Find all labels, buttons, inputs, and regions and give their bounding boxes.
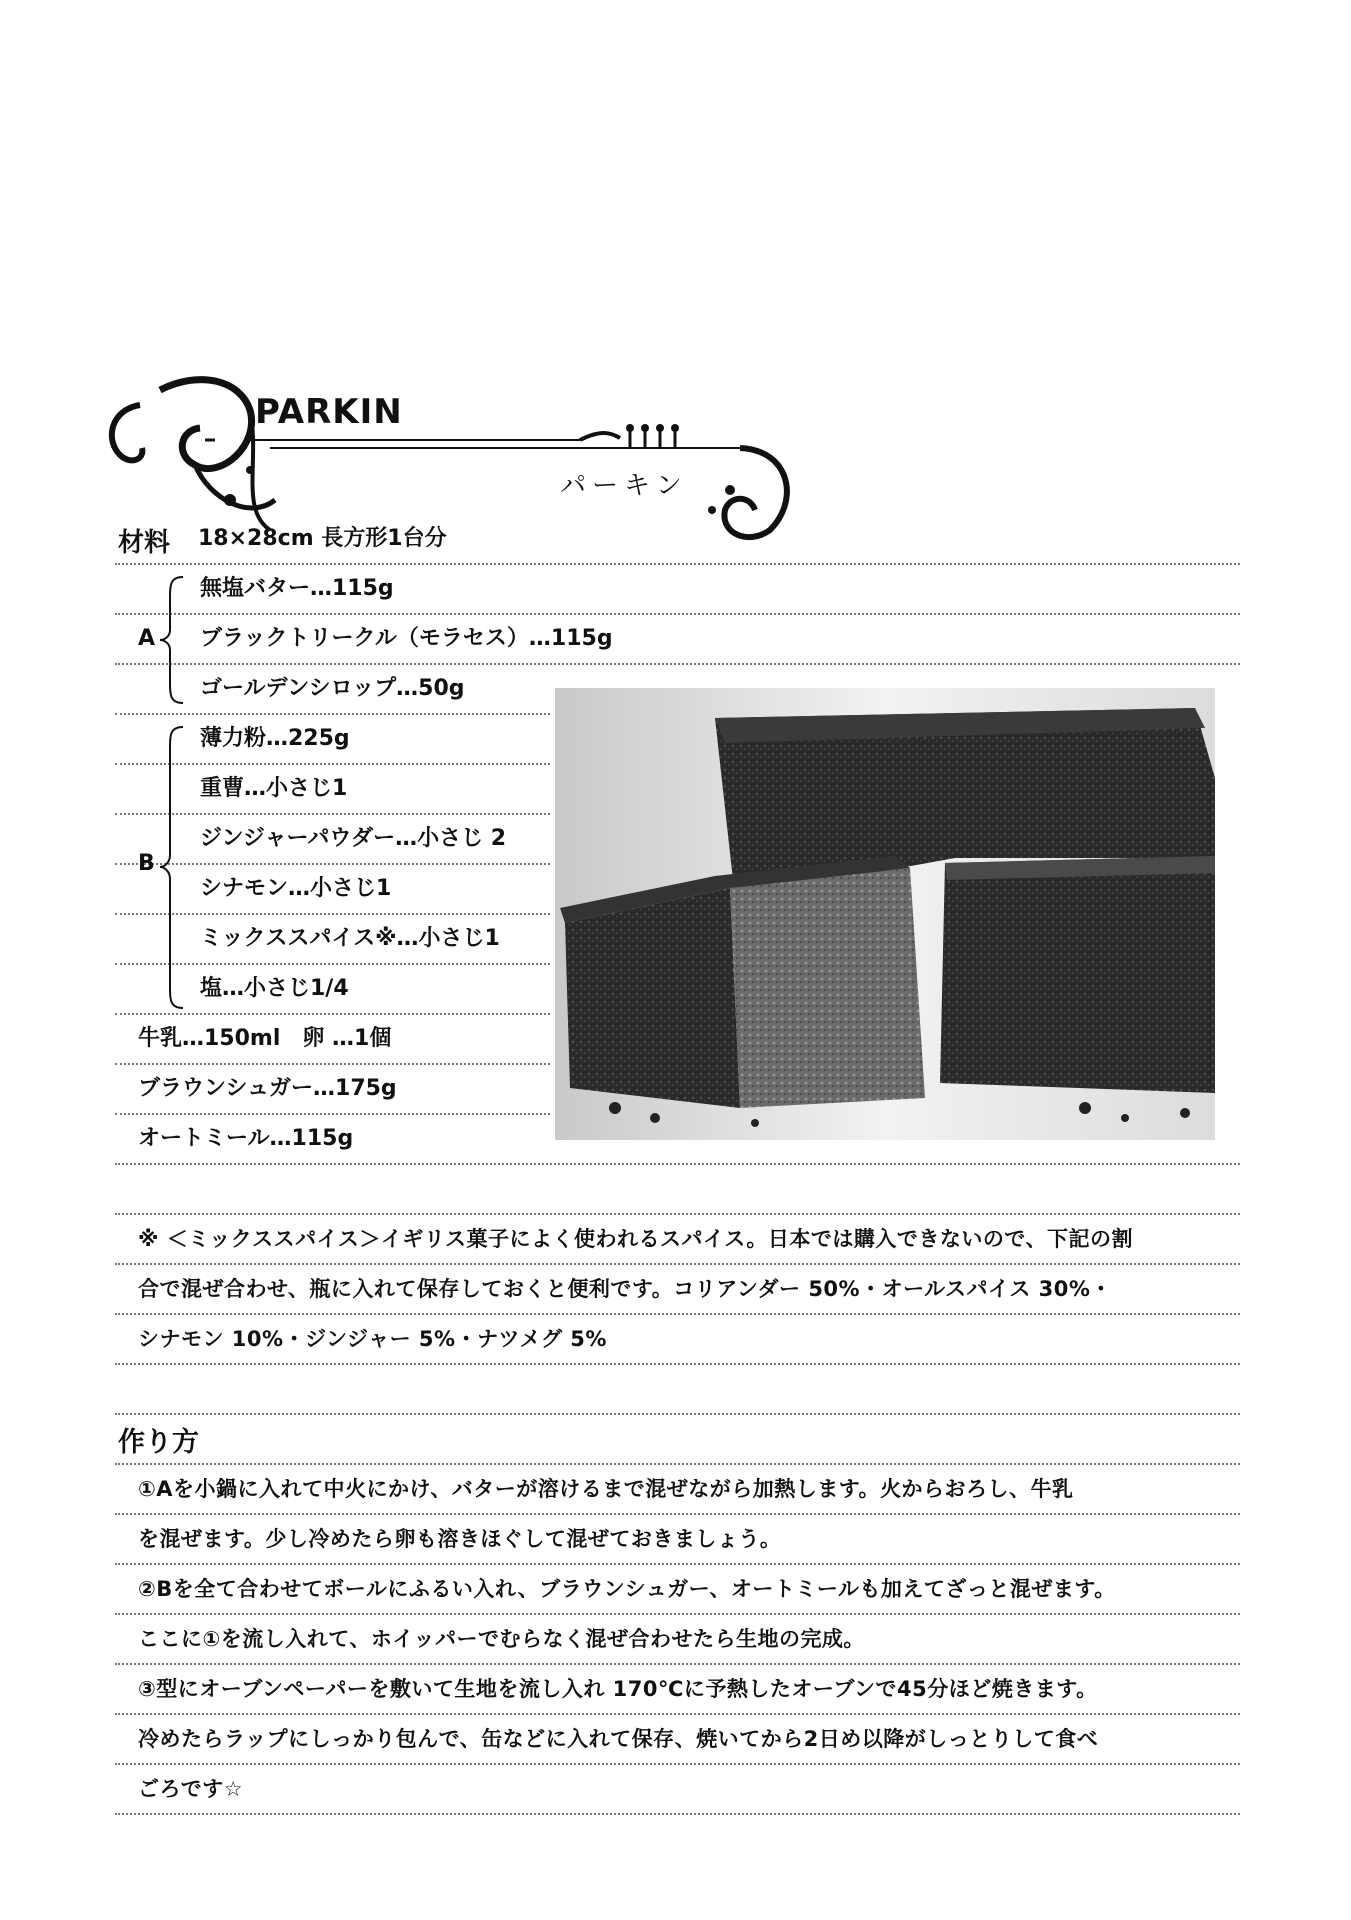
rule	[115, 1363, 1240, 1365]
ingredient-b-4: シナモン…小さじ1	[200, 876, 392, 901]
ingredient-b-6: 塩…小さじ1/4	[200, 976, 349, 1001]
note-line-1: ※ ＜ミックススパイス＞イギリス菓子によく使われるスパイス。日本では購入できないので、下記の割	[138, 1227, 1133, 1251]
method-heading: 作り方	[118, 1427, 199, 1458]
method-line-5: ③型にオーブンペーパーを敷いて生地を流し入れ 170℃に予熱したオーブンで45分ほど焼きます。	[138, 1677, 1098, 1701]
rule	[115, 1713, 1240, 1715]
method-line-4: ここに①を流し入れて、ホイッパーでむらなく混ぜ合わせたら生地の完成。	[138, 1627, 865, 1651]
rule	[115, 1013, 550, 1015]
rule	[115, 1213, 1240, 1215]
rule	[115, 1663, 1240, 1665]
rule	[115, 1563, 1240, 1565]
ingredients-heading: 材料	[118, 528, 171, 558]
ingredient-b-2: 重曹…小さじ1	[200, 776, 348, 801]
method-line-2: を混ぜます。少し冷めたら卵も溶きほぐして混ぜておきましょう。	[138, 1527, 782, 1551]
rule	[115, 1063, 550, 1065]
method-line-6: 冷めたらラップにしっかり包んで、缶などに入れて保存、焼いてから2日め以降がしっとりして食べ	[138, 1727, 1099, 1751]
rule	[115, 713, 550, 715]
group-b-brace	[158, 725, 188, 1010]
rule	[115, 1313, 1240, 1315]
ingredient-a-1: 無塩バター…115g	[200, 576, 394, 601]
ingredient-b-1: 薄力粉…225g	[200, 726, 350, 751]
ingredient-other-1: 牛乳…150ml 卵 …1個	[138, 1026, 392, 1051]
note-line-2: 合で混ぜ合わせ、瓶に入れて保存しておくと便利です。コリアンダー 50%・オールスパイス 30%・	[138, 1277, 1112, 1301]
method-line-1: ①Aを小鍋に入れて中火にかけ、バターが溶けるまで混ぜながら加熱します。火からおろし、牛乳	[138, 1477, 1074, 1501]
rule	[115, 1413, 1240, 1415]
rule	[115, 1113, 550, 1115]
ingredient-b-3: ジンジャーパウダー…小さじ 2	[200, 826, 507, 851]
rule	[115, 663, 1240, 665]
parkin-photo	[555, 688, 1215, 1140]
rule	[115, 1463, 1240, 1465]
ingredient-a-3: ゴールデンシロップ…50g	[200, 676, 465, 701]
group-a-brace	[158, 575, 188, 705]
rule	[115, 1263, 1240, 1265]
group-a-label: A	[138, 626, 156, 651]
ingredient-other-3: オートミール…115g	[138, 1126, 354, 1151]
rule	[115, 1763, 1240, 1765]
method-line-3: ②Bを全て合わせてボールにふるい入れ、ブラウンシュガー、オートミールも加えてざっと混ぜます。	[138, 1577, 1116, 1601]
ingredient-a-2: ブラックトリークル（モラセス）…115g	[200, 626, 613, 651]
serving-size: 18×28cm 長方形1台分	[198, 526, 447, 551]
rule	[115, 563, 1240, 565]
rule	[115, 1163, 1240, 1165]
note-line-3: シナモン 10%・ジンジャー 5%・ナツメグ 5%	[138, 1327, 607, 1351]
rule	[115, 1813, 1240, 1815]
group-b-label: B	[138, 851, 155, 876]
method-line-7: ごろです☆	[138, 1777, 244, 1801]
recipe-title-ja: パーキン	[560, 471, 688, 501]
rule	[115, 613, 1240, 615]
ingredient-b-5: ミックススパイス※…小さじ1	[200, 926, 500, 951]
rule	[115, 1613, 1240, 1615]
recipe-title-en: PARKIN	[255, 392, 403, 432]
rule	[115, 1513, 1240, 1515]
title-flourish	[100, 370, 800, 550]
ingredient-other-2: ブラウンシュガー…175g	[138, 1076, 397, 1101]
